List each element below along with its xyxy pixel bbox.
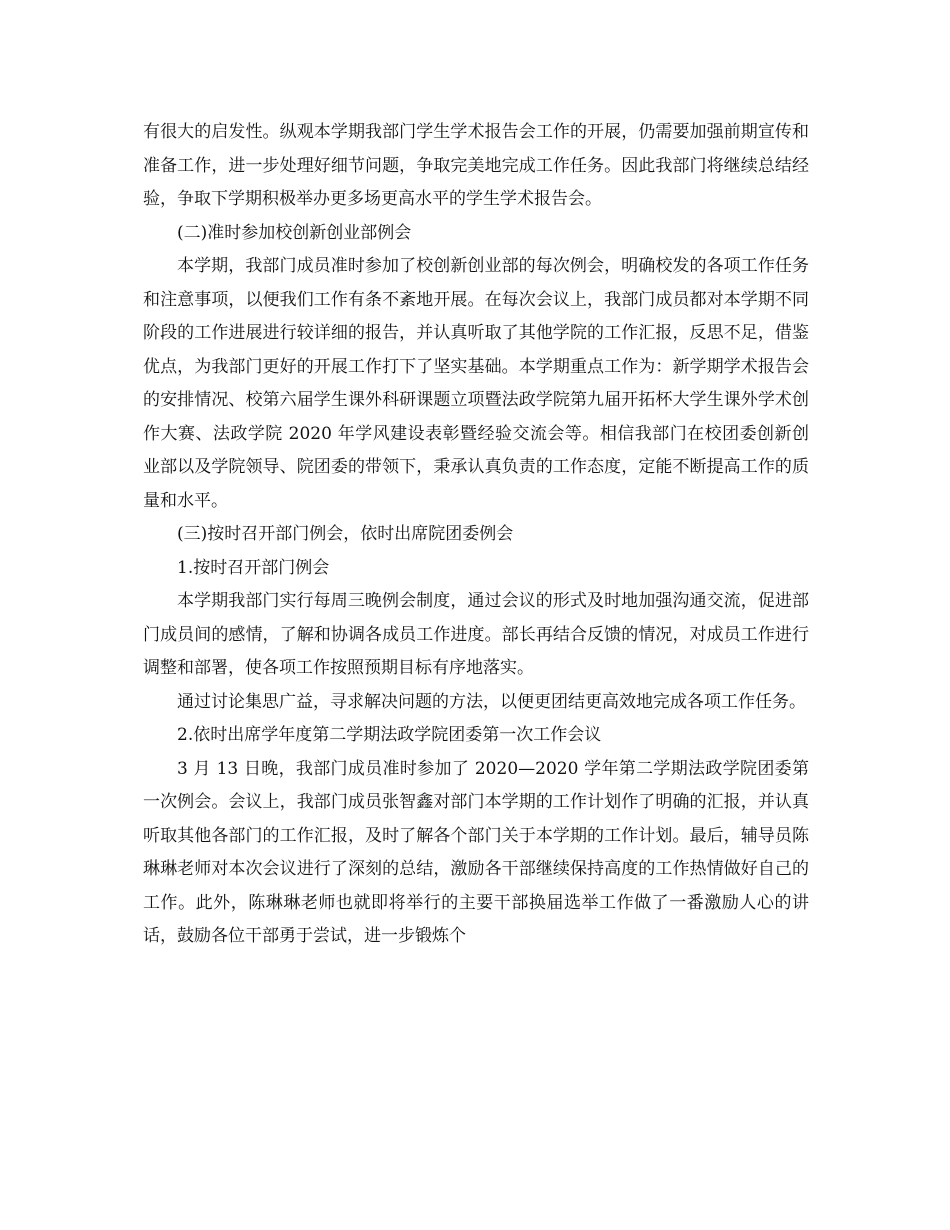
section-heading-2: (二)准时参加校创新创业部例会 — [177, 222, 412, 243]
subheading-1: 1.按时召开部门例会 — [177, 557, 330, 578]
document-body — [143, 116, 809, 954]
section-heading-3: (三)按时召开部门例会，依时出席院团委例会 — [177, 524, 514, 544]
subheading-2: 2.依时出席学年度第二学期法政学院团委第一次工作会议 — [177, 725, 602, 745]
paragraph-weekly-meetings: 本学期我部门实行每周三晚例会制度，通过会议的形式及时地加强沟通交流，促进部门成员间的感情，了解和协调各成员工作进度。部长再结合反馈的情况，对成员工作进行调整和部署，使各项工作按照预期目标有序地落实。 — [143, 591, 809, 678]
paragraph-first-meeting: 3 月 13 日晚，我部门成员准时参加了 2020—2020 学年第二学期法政学院团委第一次例会。会议上，我部门成员张智鑫对部门本学期的工作计划作了明确的汇报，并认真听取其他各部门的工作汇报，及时了解各个部门关于本学期的工作计划。最后，辅导员陈琳琳老师对本次会议进行了深刻的总结，激励各干部继续保持高度的工作热情做好自己的工作。此外，陈琳琳老师也就即将举行的主要干部换届选举工作做了一番激励人心的讲话，鼓励各位干部勇于尝试，进一步锻炼个 — [143, 758, 809, 946]
paragraph-discussion: 通过讨论集思广益，寻求解决问题的方法，以便更团结更高效地完成各项工作任务。 — [177, 691, 806, 712]
paragraph-innovation-meetings: 本学期，我部门成员准时参加了校创新创业部的每次例会，明确校发的各项工作任务和注意事项，以便我们工作有条不紊地开展。在每次会议上，我部门成员都对本学期不同阶段的工作进展进行较详细的报告，并认真听取了其他学院的工作汇报，反思不足，借鉴优点，为我部门更好的开展工作打下了坚实基础。本学期重点工作为：新学期学术报告会的安排情况、校第六届学生课外科研课题立项暨法政学院第九届开拓杯大学生课外学术创作大赛、法政学院 2020 年学风建设表彰暨经验交流会等。相信我部门在校团委创新创业部以及学院领导、院团委的带领下，秉承认真负责的工作态度，定能不断提高工作的质量和水平。 — [143, 256, 809, 511]
paragraph-continuation: 有很大的启发性。纵观本学期我部门学生学术报告会工作的开展，仍需要加强前期宣传和准备工作，进一步处理好细节问题，争取完美地完成工作任务。因此我部门将继续总结经验，争取下学期积极举办更多场更高水平的学生学术报告会。 — [143, 122, 809, 209]
